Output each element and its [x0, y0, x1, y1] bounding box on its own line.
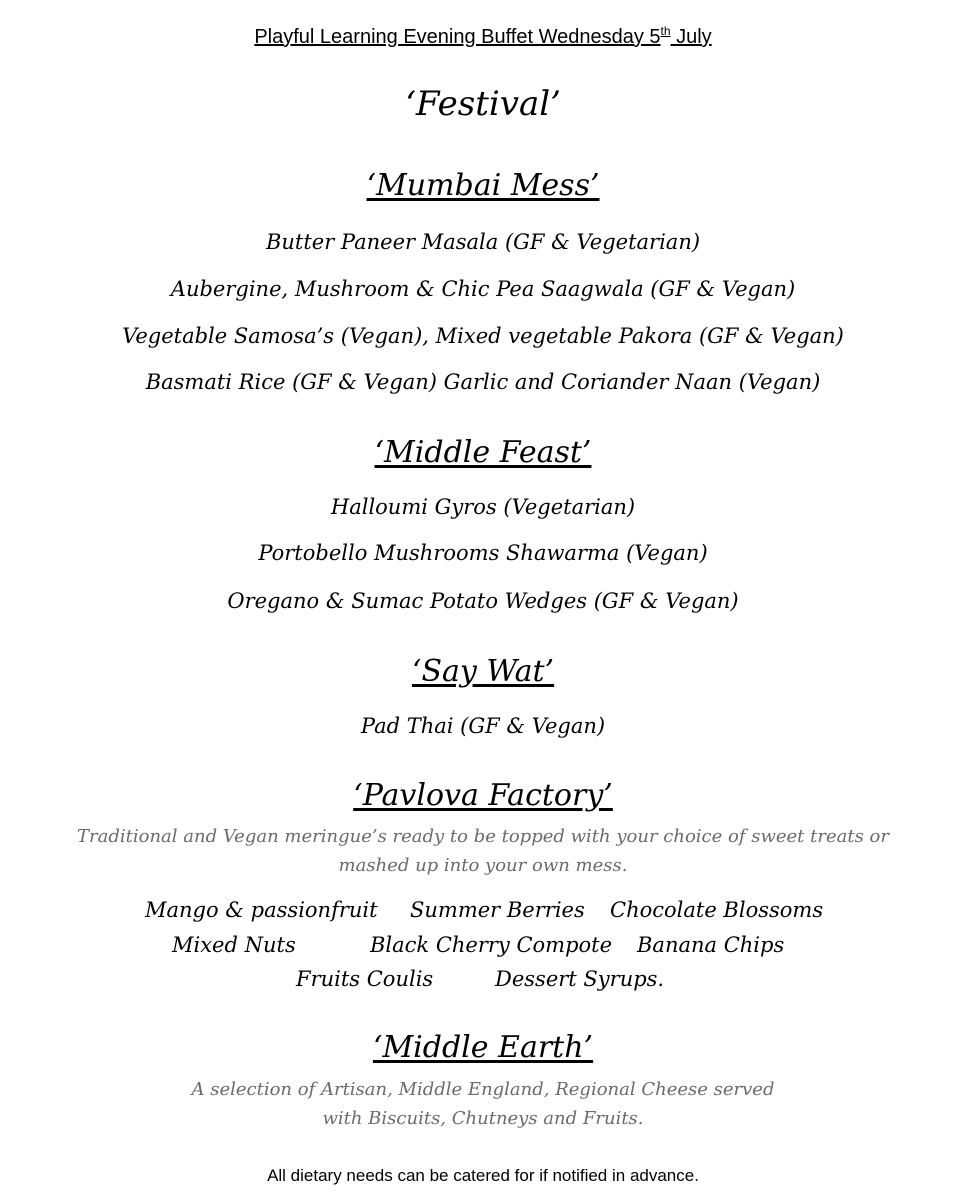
menu-item: Basmati Rice (GF & Vegan) Garlic and Coriander Naan (Vegan) [145, 370, 821, 394]
menu-item: Butter Paneer Masala (GF & Vegetarian) [265, 230, 701, 254]
section-title-middle-earth: ‘Middle Earth’ [372, 1030, 594, 1065]
menu-item: Oregano & Sumac Potato Wedges (GF & Vegan) [227, 589, 739, 613]
header-month: July [670, 26, 712, 48]
section-title-pavlova-factory: ‘Pavlova Factory’ [353, 778, 613, 813]
section-title-middle-feast: ‘Middle Feast’ [374, 435, 592, 470]
menu-header [0, 24, 966, 49]
topping-item: Chocolate Blossoms [610, 898, 824, 922]
theme-title: ‘Festival’ [405, 84, 561, 124]
section-title-mumbai-mess: ‘Mumbai Mess’ [366, 168, 600, 203]
section-description: mashed up into your own mess. [338, 855, 628, 876]
section-description: with Biscuits, Chutneys and Fruits. [322, 1108, 644, 1129]
menu-item: Pad Thai (GF & Vegan) [360, 714, 606, 738]
section-description: A selection of Artisan, Middle England, Regional Cheese served [191, 1079, 775, 1100]
topping-item: Banana Chips [637, 933, 785, 957]
topping-item: Mixed Nuts [172, 933, 296, 957]
menu-item: Vegetable Samosa’s (Vegan), Mixed vegetable Pakora (GF & Vegan) [122, 324, 844, 348]
menu-item: Aubergine, Mushroom & Chic Pea Saagwala (GF & Vegan) [170, 277, 796, 301]
topping-item: Mango & passionfruit [145, 898, 378, 922]
topping-item: Black Cherry Compote [370, 933, 613, 957]
section-description: Traditional and Vegan meringue’s ready to be topped with your choice of sweet treats or [77, 826, 889, 847]
header-ordinal-suffix: th [660, 24, 671, 38]
menu-item: Halloumi Gyros (Vegetarian) [330, 495, 636, 519]
section-title-say-wat: ‘Say Wat’ [411, 654, 555, 689]
topping-item: Dessert Syrups. [495, 967, 665, 991]
dietary-note: All dietary needs can be catered for if notified in advance. [267, 1166, 699, 1185]
topping-item: Summer Berries [410, 898, 585, 922]
topping-item: Fruits Coulis [296, 967, 434, 991]
header-title: Playful Learning Evening Buffet Wednesday 5 [254, 26, 661, 48]
menu-item: Portobello Mushrooms Shawarma (Vegan) [258, 541, 708, 565]
